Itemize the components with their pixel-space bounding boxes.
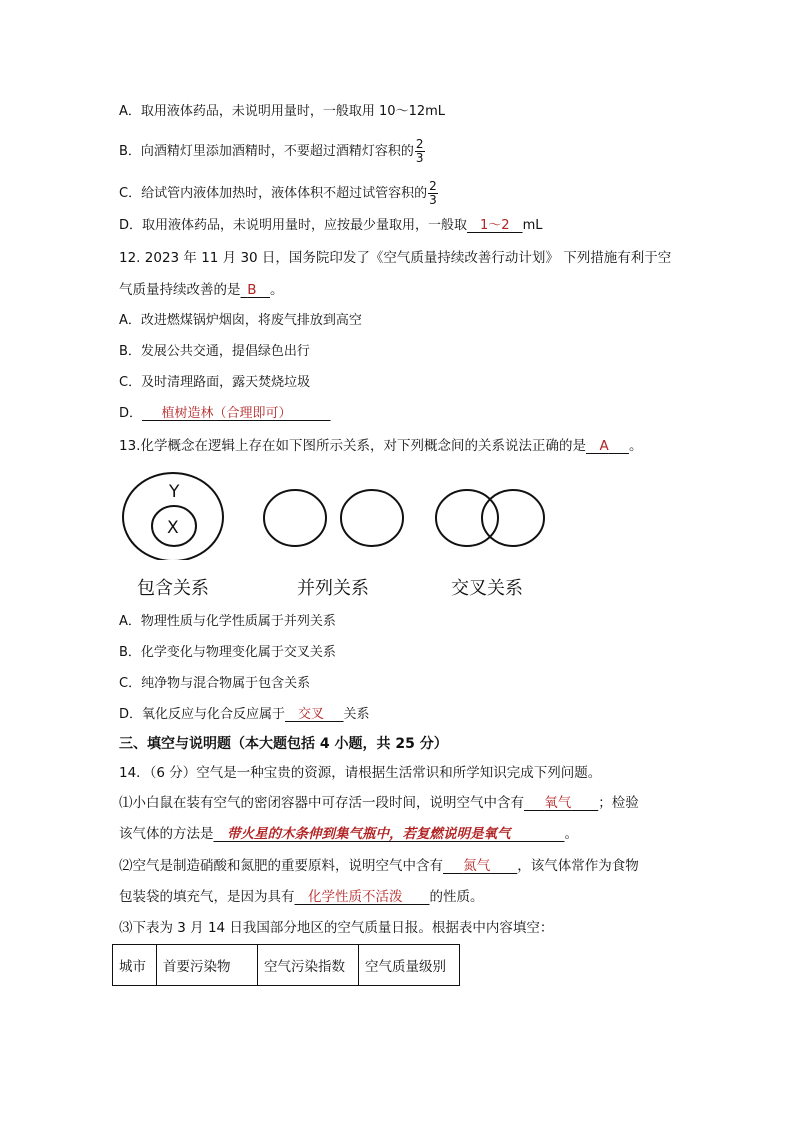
q11-option-c: [119, 180, 438, 207]
q11-option-b: [119, 138, 425, 165]
answer-blank: 带火星的木条伸到集气瓶中，若复燃说明是氧气: [227, 826, 511, 842]
table-header-cell: 空气质量级别: [359, 945, 460, 986]
q11-option-a: A．取用液体药品，未说明用量时，一般取用 10～12mL: [119, 104, 446, 119]
q14-part2: ⑵空气是制造硝酸和氮肥的重要原料，说明空气中含有 氮气 ，该气体常作为食物: [119, 858, 639, 874]
q12-stem-line2: 气质量持续改善的是 B 。: [119, 282, 284, 298]
q12-option-d: D． 植树造林（合理即可）: [119, 404, 331, 424]
q11-option-c-text: C．给试管内液体加热时，液体体积不超过试管容积的: [119, 186, 428, 201]
q13-option-a: A．物理性质与化学性质属于并列关系: [119, 614, 336, 629]
q12-option-c: C．及时清理路面，露天焚烧垃圾: [119, 375, 311, 390]
q14-part1: ⑴小白鼠在装有空气的密闭容器中可存活一段时间，说明空气中含有 氧气 ；检验: [119, 795, 639, 811]
answer-blank: A: [599, 438, 609, 454]
q14-part1-line2: 该气体的方法是 带火星的木条伸到集气瓶中，若复燃说明是氧气 。: [119, 826, 578, 842]
diagram-x-label: X: [167, 518, 179, 538]
caption-intersecting: 交叉关系: [451, 578, 523, 599]
table-header-cell: 首要污染物: [157, 945, 258, 986]
section-heading: 三、填空与说明题（本大题包括 4 小题，共 25 分）: [119, 736, 448, 752]
fraction-two-thirds: $\frac{2}{3}$: [429, 179, 437, 207]
diagram-y-label: Y: [169, 482, 180, 502]
intersect-circle-right: [482, 490, 544, 546]
air-quality-table: [112, 944, 460, 986]
answer-blank: 氧气: [544, 795, 572, 811]
q11-option-d: D．取用液体药品，未说明用量时，应按最少量取用，一般取 1～2 mL: [119, 218, 543, 233]
caption-parallel: 并列关系: [297, 578, 369, 599]
q12-stem-line1: 12. 2023 年 11 月 30 日，国务院印发了《空气质量持续改善行动计划》 下列措施有利于空: [119, 250, 672, 266]
q14-part2-line2: 包装袋的填充气，是因为具有 化学性质不活泼 的性质。: [119, 889, 484, 905]
table-header-cell: 空气污染指数: [258, 945, 359, 986]
table-header-row: [113, 945, 460, 986]
q13-option-d: D．氧化反应与化合反应属于 交叉 关系: [119, 707, 370, 722]
parallel-circle-left: [264, 490, 326, 546]
q14-part3: ⑶下表为 3 月 14 日我国部分地区的空气质量日报。根据表中内容填空：: [119, 920, 554, 936]
answer-blank: 植树造林（合理即可）: [161, 406, 292, 421]
q12-option-b: B．发展公共交通，提倡绿色出行: [119, 344, 310, 359]
answer-blank: B: [247, 282, 257, 298]
table-header-cell: 城市: [113, 945, 157, 986]
q13-option-c: C．纯净物与混合物属于包含关系: [119, 676, 311, 691]
q11-option-b-text: B．向酒精灯里添加酒精时，不要超过酒精灯容积的: [119, 144, 414, 159]
q12-option-a: A．改进燃煤锅炉烟囱，将废气排放到高空: [119, 313, 362, 328]
answer-blank: 氮气: [463, 858, 491, 874]
fraction-two-thirds: $\frac{2}{3}$: [415, 137, 424, 165]
q13-option-b: B．化学变化与物理变化属于交叉关系: [119, 645, 336, 660]
intersect-circle-left: [436, 490, 498, 546]
answer-blank: 1～2: [480, 218, 510, 233]
q13-stem: 13.化学概念在逻辑上存在如下图所示关系，对下列概念间的关系说法正确的是 A 。: [119, 438, 643, 454]
caption-containing: 包含关系: [137, 578, 209, 599]
answer-blank: 交叉: [298, 707, 325, 722]
answer-blank: 化学性质不活泼: [308, 889, 403, 905]
parallel-circle-right: [341, 490, 403, 546]
q14-stem: 14．（6 分）空气是一种宝贵的资源，请根据生活常识和所学知识完成下列问题。: [119, 765, 602, 781]
